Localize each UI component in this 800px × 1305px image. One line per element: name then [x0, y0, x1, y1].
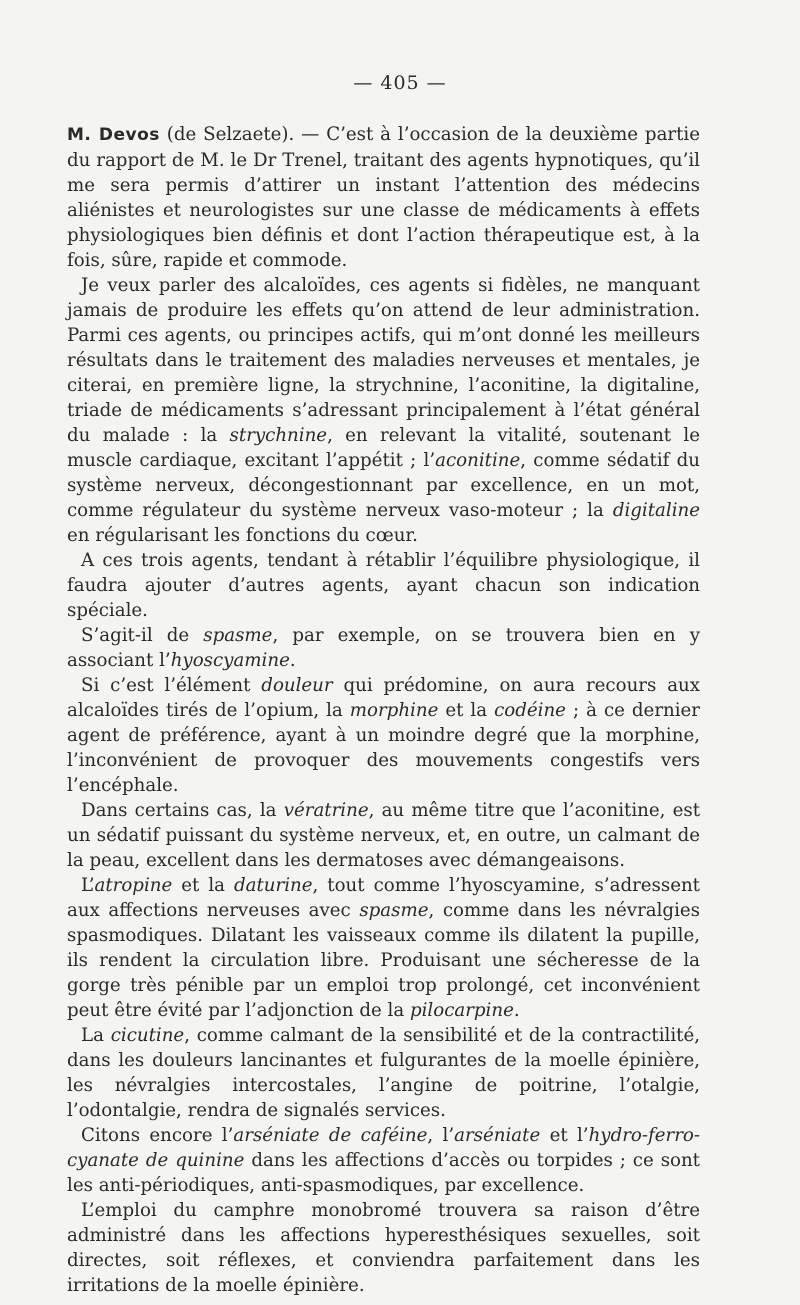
text-run: . — [289, 650, 296, 671]
italic-term: spasme — [203, 625, 273, 646]
text-run: en régularisant les fonctions du cœur. — [67, 525, 418, 546]
paragraph — [67, 122, 700, 273]
italic-term: spasme — [359, 900, 429, 921]
italic-term: vératrine — [283, 800, 369, 821]
text-run: , comme sédatif du système nerveux, décongestionnant par excellence, en un mot, comme régulateur du système nerveux vaso-moteur ; la — [67, 450, 700, 521]
paragraph — [67, 623, 700, 673]
paragraph — [67, 1023, 700, 1123]
italic-term: arséniate de caféine — [233, 1125, 428, 1146]
italic-term: arséniate — [454, 1125, 541, 1146]
italic-term: hyoscyamine — [170, 650, 290, 671]
text-run: , l’ — [427, 1125, 455, 1146]
text-run: L’emploi du camphre monobromé trouvera sa raison d’être administré dans les affections hyperesthésiques sexuelles, soit directes, soit réflexes, et conviendra parfaitement dans les irritations de la moelle épinière. — [67, 1200, 700, 1296]
text-run: , par exemple, on se trouvera bien en y associant l’ — [67, 625, 700, 671]
text-run: qui prédomine, on aura recours aux alcaloïdes tirés de l’opium, la — [67, 675, 701, 721]
text-run: , comme calmant de la sensibilité et de la contractilité, dans les douleurs lancinantes et fulgurantes de la moelle épinière, les névralgies intercostales, l’angine de poitrine, l’otalgie, l’odontalgie, rendra de signalés services. — [67, 1025, 700, 1121]
italic-term: pilocarpine — [409, 1000, 514, 1021]
text-run: Je veux parler des alcaloïdes, ces agents si fidèles, ne manquant jamais de produire les effets qu’on attend de leur administration. Parmi ces agents, ou principes actifs, qui m’ont donné les meilleurs résultats dans le traitement des maladies nerveuses et mentales, je citerai, en première ligne, la strychnine, l’aconitine, la digitaline, triade de médicaments s’adressant principalement à l’état général du malade : la — [67, 275, 700, 446]
paragraph — [67, 1198, 700, 1298]
italic-term: douleur — [261, 675, 333, 696]
text-run: A ces trois agents, tendant à rétablir l’équilibre physiologique, il faudra ajouter d’autres agents, ayant chacun son indication spéciale. — [67, 550, 700, 621]
italic-term: hydro-ferro-cyanate de quinine — [67, 1125, 700, 1171]
italic-term: digitaline — [612, 500, 700, 521]
italic-term: strychnine — [229, 425, 328, 446]
speaker-name: M. Devos — [67, 125, 160, 145]
text-run: , en relevant la vitalité, soutenant le muscle cardiaque, excitant l’appétit ; l’ — [67, 425, 700, 471]
italic-term: codéine — [494, 700, 566, 721]
text-run: et la — [172, 875, 234, 896]
italic-term: aconitine — [435, 450, 521, 471]
page-number: — 405 — — [353, 72, 447, 94]
italic-term: morphine — [349, 700, 439, 721]
text-run: Si c’est l’élément — [81, 675, 262, 696]
text-run: Dans certains cas, la — [81, 800, 284, 821]
body-text — [67, 122, 700, 1298]
text-run: ; à ce dernier agent de préférence, ayant à un moindre degré que la morphine, l’inconvénient de provoquer des mouvements congestifs vers l’encéphale. — [67, 700, 700, 796]
text-run: et la — [438, 700, 495, 721]
text-run: , au même titre que l’aconitine, est un sédatif puissant du système nerveux, et, en outre, un calmant de la peau, excellent dans les dermatoses avec démangeaisons. — [67, 800, 701, 871]
paragraph — [67, 798, 700, 873]
text-run: Citons encore l’ — [81, 1125, 234, 1146]
italic-term: atropine — [94, 875, 173, 896]
italic-term: cicutine — [110, 1025, 185, 1046]
text-run: et l’ — [540, 1125, 589, 1146]
paragraph — [67, 1123, 700, 1198]
text-run: dans les affections d’accès ou torpides ; ce sont les anti-périodiques, anti-spasmodiques, par excellence. — [67, 1150, 700, 1196]
text-run: La — [81, 1025, 111, 1046]
text-run: S’agit-il de — [81, 625, 204, 646]
text-run: , comme dans les névralgies spasmodiques. Dilatant les vaisseaux comme ils dilatent la pupille, ils rendent la circulation libre. Produisant une sécheresse de la gorge très pénible par un emploi trop prolongé, cet inconvénient peut être évité par l’adjonction de la — [67, 900, 700, 1021]
paragraph — [67, 273, 700, 548]
text-run: . — [513, 1000, 520, 1021]
paragraph — [67, 873, 700, 1023]
text-run: L’ — [81, 875, 95, 896]
paragraph — [67, 548, 700, 623]
italic-term: daturine — [234, 875, 313, 896]
paragraph — [67, 673, 700, 798]
text-run: , tout comme l’hyoscyamine, s’adressent aux affections nerveuses avec — [67, 875, 700, 921]
text-run: (de Selzaete). — C’est à l’occasion de la deuxième partie du rapport de M. le Dr Trenel, traitant des agents hypnotiques, qu’il me sera permis d’attirer un instant l’attention des médecins aliénistes et neurologistes sur une classe de médicaments à effets physiologiques bien définis et dont l’action thérapeutique est, à la fois, sûre, rapide et commode. — [67, 124, 700, 271]
